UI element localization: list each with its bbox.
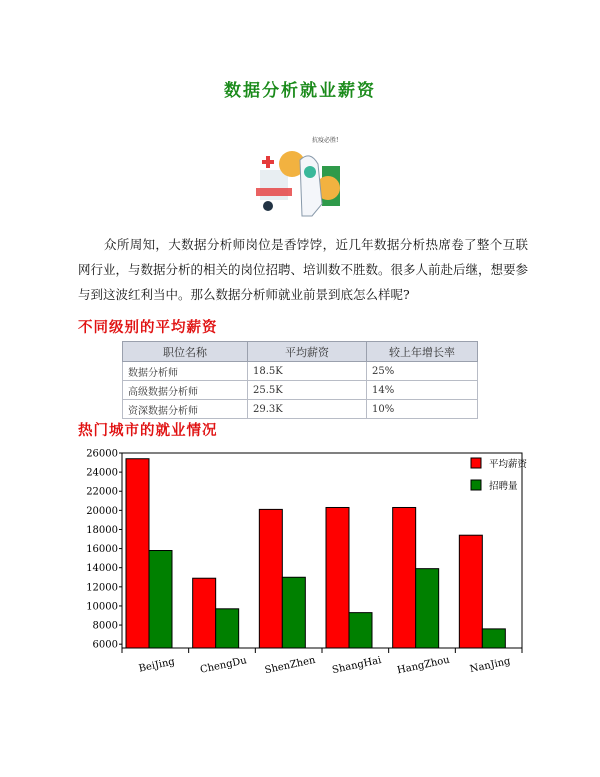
legend-label: 平均薪资	[489, 459, 528, 470]
bar-ShangHai-0	[326, 507, 349, 648]
x-tick-label: ShenZhen	[263, 654, 317, 677]
table-row	[123, 400, 478, 419]
cell-growth: 14%	[367, 381, 478, 400]
y-tick-label: 18000	[86, 524, 118, 536]
table-header-row	[123, 342, 478, 362]
x-tick-label: NanJing	[468, 655, 512, 676]
cell-salary: 25.5K	[248, 381, 367, 400]
bar-ShangHai-1	[349, 613, 372, 648]
table-row	[123, 381, 478, 400]
y-tick-label: 22000	[86, 486, 118, 498]
section-heading-salary-levels: 不同级别的平均薪资	[78, 319, 218, 336]
y-tick-label: 20000	[86, 505, 118, 517]
svg-text:抗疫必胜!: 抗疫必胜!	[312, 137, 339, 144]
bar-BeiJing-1	[149, 551, 172, 649]
column-header: 职位名称	[123, 342, 248, 362]
y-tick-label: 6000	[92, 639, 118, 651]
y-tick-label: 16000	[86, 544, 118, 556]
cell-title: 高级数据分析师	[123, 381, 248, 400]
legend-swatch	[471, 458, 481, 468]
x-tick-label: ChengDu	[199, 655, 248, 676]
cell-salary: 29.3K	[248, 400, 367, 419]
table-row	[123, 362, 478, 381]
salary-table	[122, 341, 478, 419]
page-title: 数据分析就业薪资	[224, 81, 376, 101]
city-bar-chart	[70, 445, 540, 685]
section-heading-city-jobs: 热门城市的就业情况	[78, 422, 218, 439]
column-header: 较上年增长率	[367, 342, 478, 362]
cell-salary: 18.5K	[248, 362, 367, 381]
bar-ShenZhen-0	[259, 509, 282, 648]
legend-label: 招聘量	[489, 481, 518, 492]
cell-growth: 10%	[367, 400, 478, 419]
bar-ChengDu-1	[216, 609, 239, 648]
y-tick-label: 24000	[86, 467, 118, 479]
bar-HangZhou-0	[393, 507, 416, 648]
bar-ChengDu-0	[193, 578, 216, 648]
y-tick-label: 10000	[86, 601, 118, 613]
cell-title: 资深数据分析师	[123, 400, 248, 419]
bar-HangZhou-1	[416, 569, 439, 648]
y-tick-label: 8000	[92, 620, 118, 632]
x-tick-label: HangZhou	[396, 654, 451, 677]
bar-NanJing-1	[482, 629, 505, 648]
y-tick-label: 14000	[86, 563, 118, 575]
cell-title: 数据分析师	[123, 362, 248, 381]
x-tick-label: BeiJing	[137, 656, 176, 675]
bar-ShenZhen-1	[282, 577, 305, 648]
y-tick-label: 12000	[86, 582, 118, 594]
legend-swatch	[471, 480, 481, 490]
y-tick-label: 26000	[86, 448, 118, 460]
bar-BeiJing-0	[126, 459, 149, 648]
x-tick-label: ShangHai	[331, 654, 383, 677]
cell-growth: 25%	[367, 362, 478, 381]
column-header: 平均薪资	[248, 342, 367, 362]
intro-paragraph: 众所周知，大数据分析师岗位是香饽饽，近几年数据分析热席卷了整个互联网行业，与数据分析的相关的岗位招聘、培训数不胜数。很多人前赴后继，想要参与到这波红利当中。那么数据分析师就业前景到底怎么样呢?	[78, 237, 529, 302]
doctor-illustration-icon	[252, 126, 348, 222]
bar-NanJing-0	[459, 535, 482, 648]
